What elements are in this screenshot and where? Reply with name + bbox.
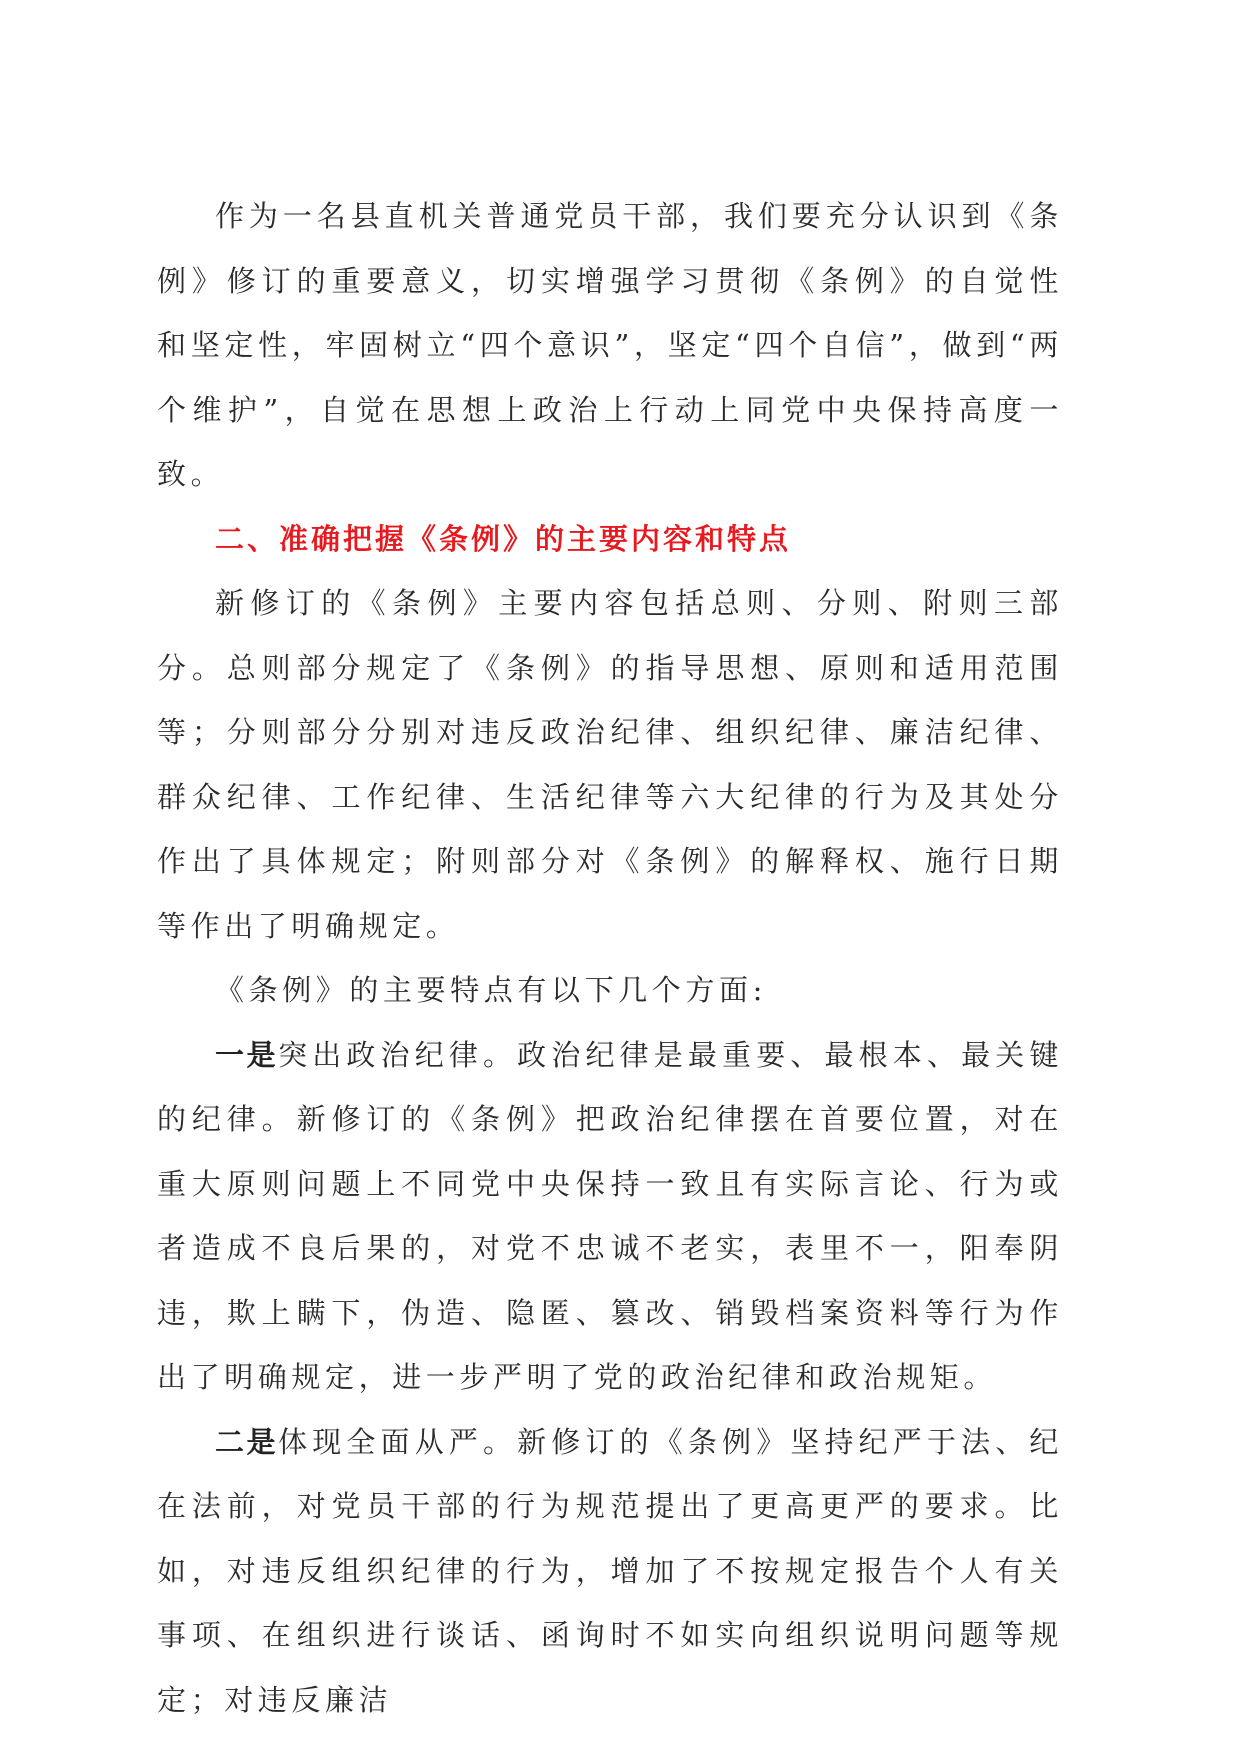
point-1-lead: 一是	[215, 1037, 279, 1072]
paragraph-3: 《条例》的主要特点有以下几个方面:	[215, 973, 767, 1007]
point-1-text: 突出政治纪律。政治纪律是最重要、最根本、最关键的纪律。新修订的《条例》把政治纪律摆在首要位置，对在重大原则问题上不同党中央保持一致且有实际言论、行为或者造成不良后果的，对党不忠诚不老实，表里不一，阳奉阴违，欺上瞒下，伪造、隐匿、篡改、销毁档案资料等行为作出了明确规定，进一步严明了党的政治纪律和政治规矩。	[157, 1037, 1063, 1394]
paragraph-2: 新修订的《条例》主要内容包括总则、分则、附则三部分。总则部分规定了《条例》的指导思想、原则和适用范围等；分则部分分别对违反政治纪律、组织纪律、廉洁纪律、群众纪律、工作纪律、生活纪律等六大纪律的行为及其处分作出了具体规定；附则部分对《条例》的解释权、施行日期等作出了明确规定。	[157, 586, 1063, 943]
point-1	[157, 1023, 1063, 1410]
section-heading: 二、准确把握《条例》的主要内容和特点	[215, 521, 792, 556]
document-body	[157, 184, 1063, 1732]
point-2-text: 体现全面从严。新修订的《条例》坚持纪严于法、纪在法前，对党员干部的行为规范提出了更高更严的要求。比如，对违反组织纪律的行为，增加了不按规定报告个人有关事项、在组织进行谈话、函询时不如实向组织说明问题等规定；对违反廉洁	[157, 1424, 1063, 1717]
paragraph-1: 作为一名县直机关普通党员干部，我们要充分认识到《条例》修订的重要意义，切实增强学习贯彻《条例》的自觉性和坚定性，牢固树立“四个意识”，坚定“四个自信”，做到“两个维护”，自觉在思想上政治上行动上同党中央保持高度一致。	[157, 199, 1063, 491]
point-2-lead: 二是	[215, 1424, 279, 1459]
point-2	[157, 1410, 1063, 1733]
